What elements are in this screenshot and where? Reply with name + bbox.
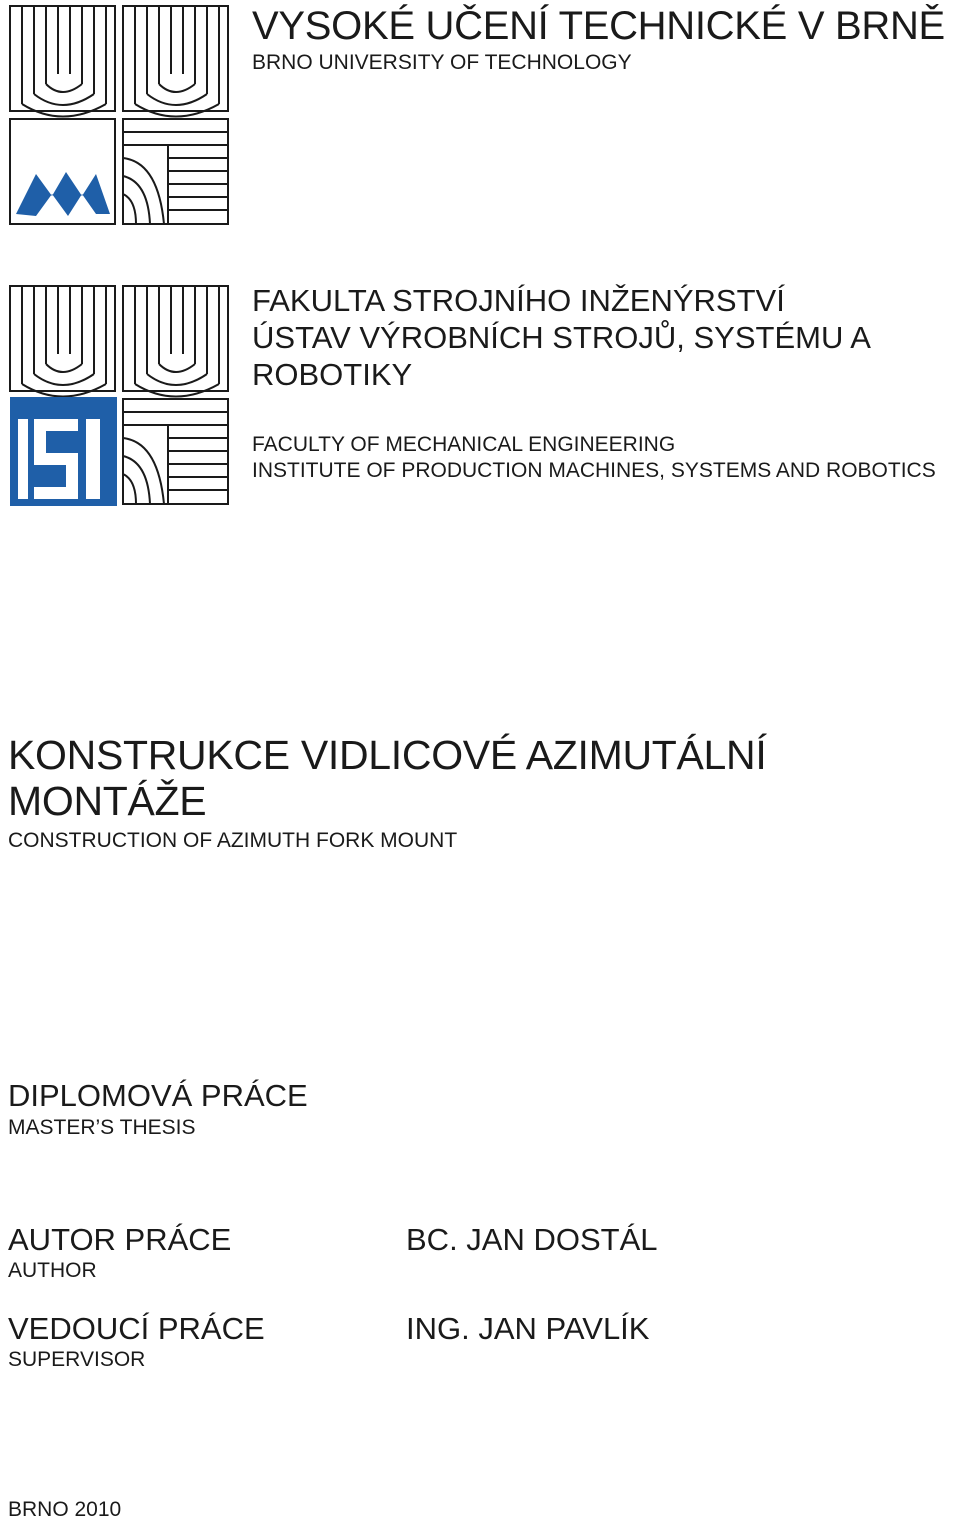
faculty-name-en: FACULTY OF MECHANICAL ENGINEERING <box>252 433 676 456</box>
supervisor-name: ING. JAN PAVLÍK <box>406 1311 650 1346</box>
faculty-cz <box>252 282 942 393</box>
university-name-en: BRNO UNIVERSITY OF TECHNOLOGY <box>252 51 632 74</box>
supervisor-label-cz: VEDOUCÍ PRÁCE <box>8 1311 265 1346</box>
vut-logo <box>8 4 230 226</box>
fsi-logo <box>8 284 230 506</box>
thesis-type-en: MASTER’S THESIS <box>8 1116 196 1139</box>
supervisor-label-en: SUPERVISOR <box>8 1348 146 1371</box>
faculty-name-cz: FAKULTA STROJNÍHO INŽENÝRSTVÍ <box>252 283 785 318</box>
author-label-en: AUTHOR <box>8 1259 97 1282</box>
thesis-title-en: CONSTRUCTION OF AZIMUTH FORK MOUNT <box>8 829 458 852</box>
thesis-title-cz: KONSTRUKCE VIDLICOVÉ AZIMUTÁLNÍ MONTÁŽE <box>8 732 767 824</box>
institute-name-cz: ÚSTAV VÝROBNÍCH STROJŮ, SYSTÉMU A ROBOTIKY <box>252 320 870 392</box>
thesis-type-cz: DIPLOMOVÁ PRÁCE <box>8 1078 308 1113</box>
institute-name-en: INSTITUTE OF PRODUCTION MACHINES, SYSTEMS AND ROBOTICS <box>252 459 936 482</box>
author-label-cz: AUTOR PRÁCE <box>8 1222 232 1257</box>
place-year: BRNO 2010 <box>8 1498 122 1521</box>
author-name: BC. JAN DOSTÁL <box>406 1222 658 1257</box>
university-name-cz: VYSOKÉ UČENÍ TECHNICKÉ V BRNĚ <box>252 4 945 48</box>
faculty-en <box>252 432 942 484</box>
